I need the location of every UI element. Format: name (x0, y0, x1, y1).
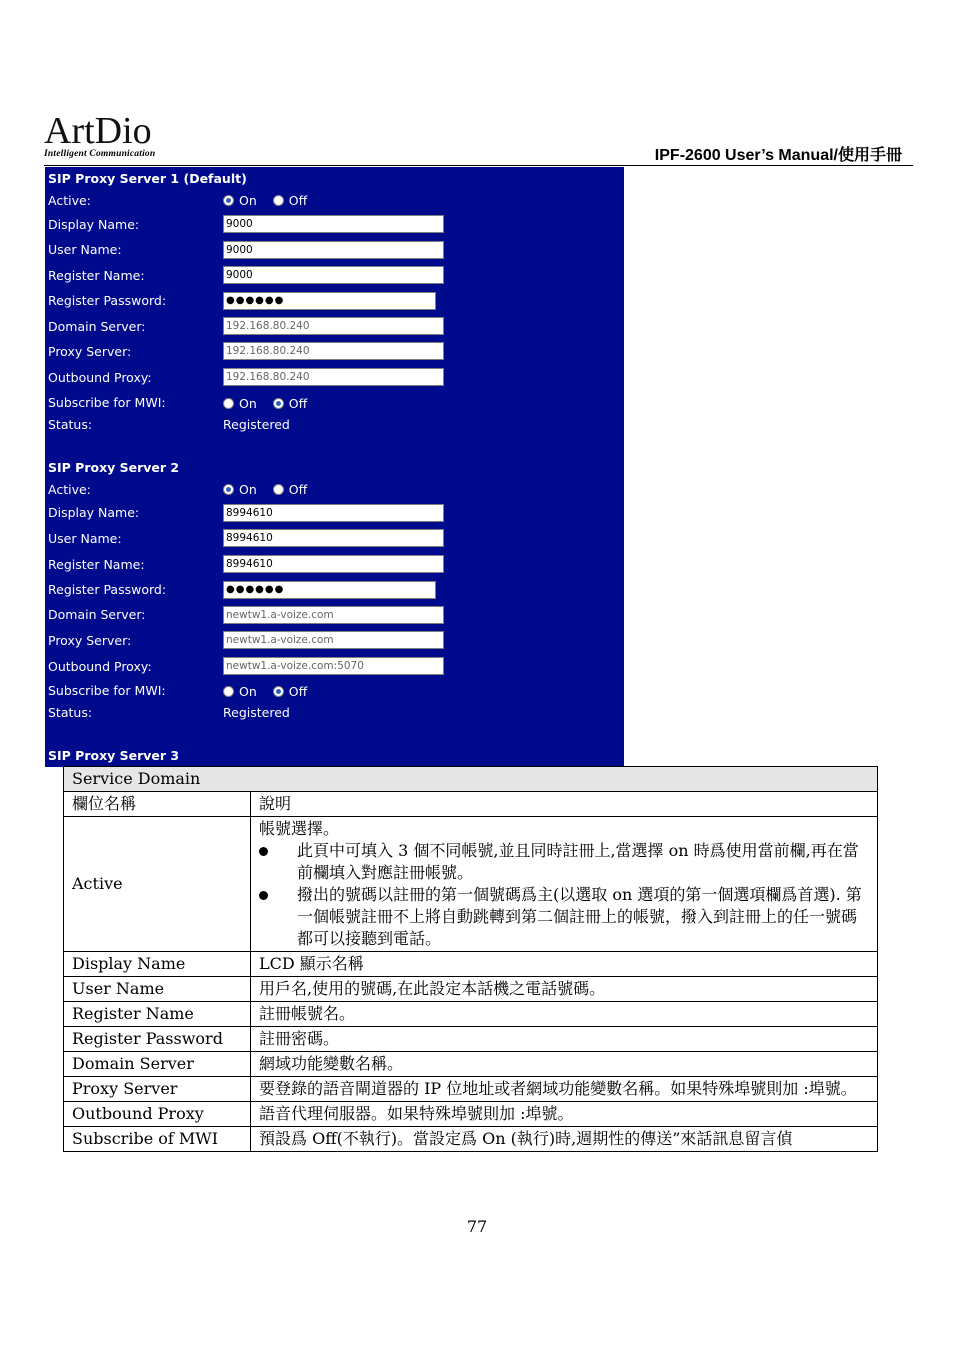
server1-domain-server-input[interactable]: 192.168.80.240 (223, 317, 444, 335)
server2-user-name-label: User Name: (48, 531, 122, 546)
server2-mwi-radio-group (223, 684, 323, 699)
radio-label: Off (288, 482, 308, 497)
column-header-field: 欄位名稱 (64, 792, 251, 817)
artdio-logo (44, 112, 155, 159)
server2-outbound-proxy-label: Outbound Proxy: (48, 659, 152, 674)
server2-outbound-proxy-input[interactable]: newtw1.a-voize.com:5070 (223, 657, 444, 675)
radio-label: Off (288, 684, 308, 699)
table-row (64, 1127, 878, 1152)
server1-title: SIP Proxy Server 1 (Default) (48, 171, 247, 186)
server2-active-label: Active: (48, 482, 91, 497)
radio-label: Off (288, 193, 308, 208)
server2-status-value: Registered (223, 705, 290, 720)
server1-outbound-proxy-input[interactable]: 192.168.80.240 (223, 368, 444, 386)
field-name: User Name (64, 977, 251, 1002)
server2-register-name-label: Register Name: (48, 557, 145, 572)
server2-user-name-input[interactable]: 8994610 (223, 529, 444, 547)
field-desc (251, 817, 878, 952)
service-domain-table (63, 766, 878, 1152)
page-number: 77 (466, 1217, 488, 1236)
server2-mwi-label: Subscribe for MWI: (48, 683, 166, 698)
field-name: Proxy Server (64, 1077, 251, 1102)
server2-register-password-label: Register Password: (48, 582, 167, 597)
radio-label: On (239, 482, 257, 497)
server2-register-name-input[interactable]: 8994610 (223, 555, 444, 573)
server1-register-password-label: Register Password: (48, 293, 167, 308)
server1-proxy-server-input[interactable]: 192.168.80.240 (223, 342, 444, 360)
radio-label: Off (288, 396, 308, 411)
server1-mwi-label: Subscribe for MWI: (48, 395, 166, 410)
server2-mwi-off-radio[interactable] (273, 686, 284, 697)
field-name: Outbound Proxy (64, 1102, 251, 1127)
logo-wordmark: ArtDio (44, 110, 152, 152)
field-name: Register Password (64, 1027, 251, 1052)
server1-domain-server-label: Domain Server: (48, 319, 146, 334)
field-desc: LCD 顯示名稱 (251, 952, 878, 977)
server1-proxy-server-label: Proxy Server: (48, 344, 132, 359)
server1-active-radio-group (223, 193, 323, 208)
field-name: Domain Server (64, 1052, 251, 1077)
server2-mwi-on-radio[interactable] (223, 686, 234, 697)
table-row (64, 817, 878, 952)
server2-active-off-radio[interactable] (273, 484, 284, 495)
field-name: Display Name (64, 952, 251, 977)
server1-status-label: Status: (48, 417, 93, 432)
logo-tagline: Intelligent Communication (44, 149, 156, 159)
server1-register-name-label: Register Name: (48, 268, 145, 283)
server1-status-value: Registered (223, 417, 290, 432)
table-row (64, 1102, 878, 1127)
table-row (64, 792, 878, 817)
server1-display-name-label: Display Name: (48, 217, 140, 232)
server1-user-name-input[interactable]: 9000 (223, 241, 444, 259)
server1-register-name-input[interactable]: 9000 (223, 266, 444, 284)
server2-domain-server-label: Domain Server: (48, 607, 146, 622)
table-row (64, 977, 878, 1002)
server2-proxy-server-label: Proxy Server: (48, 633, 132, 648)
server2-title: SIP Proxy Server 2 (48, 460, 180, 475)
server1-active-on-radio[interactable] (223, 195, 234, 206)
table-row (64, 952, 878, 977)
header-divider (44, 165, 913, 166)
server2-status-label: Status: (48, 705, 93, 720)
field-name: Active (64, 817, 251, 952)
server2-register-password-input[interactable]: ●●●●●● (223, 581, 436, 599)
server2-active-on-radio[interactable] (223, 484, 234, 495)
server1-register-password-input[interactable]: ●●●●●● (223, 292, 436, 310)
field-desc: 註冊帳號名。 (251, 1002, 878, 1027)
radio-label: On (239, 193, 257, 208)
table-header-row (64, 767, 878, 792)
server1-mwi-off-radio[interactable] (273, 398, 284, 409)
radio-label: On (239, 684, 257, 699)
field-desc: 要登錄的語音閘道器的 IP 位地址或者網域功能變數名稱。如果特殊埠號則加 :埠號。 (251, 1077, 878, 1102)
server1-display-name-input[interactable]: 9000 (223, 215, 444, 233)
table-row (64, 1077, 878, 1102)
radio-label: On (239, 396, 257, 411)
field-desc: 預設爲 Off(不執行)。當設定爲 On (執行)時,週期性的傳送”來話訊息留言偵 (251, 1127, 878, 1152)
server2-proxy-server-input[interactable]: newtw1.a-voize.com (223, 631, 444, 649)
server1-active-off-radio[interactable] (273, 195, 284, 206)
field-desc: 語音代理伺服器。如果特殊埠號則加 :埠號。 (251, 1102, 878, 1127)
table-row (64, 1027, 878, 1052)
active-bullets (259, 840, 869, 950)
server1-mwi-radio-group (223, 396, 323, 411)
list-item: 此頁中可填入 3 個不同帳號,並且同時註冊上,當選擇 on 時爲使用當前欄,再在當前欄填入對應註冊帳號。 (289, 840, 869, 884)
server2-domain-server-input[interactable]: newtw1.a-voize.com (223, 606, 444, 624)
field-desc: 網域功能變數名稱。 (251, 1052, 878, 1077)
server1-user-name-label: User Name: (48, 242, 122, 257)
active-intro: 帳號選擇。 (259, 819, 340, 838)
server2-display-name-label: Display Name: (48, 505, 140, 520)
field-name: Subscribe of MWI (64, 1127, 251, 1152)
sip-config-panel (45, 167, 624, 767)
server1-active-label: Active: (48, 193, 91, 208)
column-header-desc: 說明 (251, 792, 878, 817)
table-row (64, 1002, 878, 1027)
list-item: 撥出的號碼以註冊的第一個號碼爲主(以選取 on 選項的第一個選項欄爲首選). 第一個帳號註冊不上將自動跳轉到第二個註冊上的帳號，撥入到註冊上的任一號碼都可以接聽到電話。 (289, 884, 869, 950)
server1-mwi-on-radio[interactable] (223, 398, 234, 409)
server2-display-name-input[interactable]: 8994610 (223, 504, 444, 522)
table-title: Service Domain (64, 767, 878, 792)
table-row (64, 1052, 878, 1077)
field-desc: 註冊密碼。 (251, 1027, 878, 1052)
manual-title: IPF-2600 User’s Manual/使用手冊 (654, 147, 902, 164)
server1-outbound-proxy-label: Outbound Proxy: (48, 370, 152, 385)
server2-active-radio-group (223, 482, 323, 497)
field-desc: 用戶名,使用的號碼,在此設定本話機之電話號碼。 (251, 977, 878, 1002)
server3-title: SIP Proxy Server 3 (48, 748, 180, 763)
field-name: Register Name (64, 1002, 251, 1027)
